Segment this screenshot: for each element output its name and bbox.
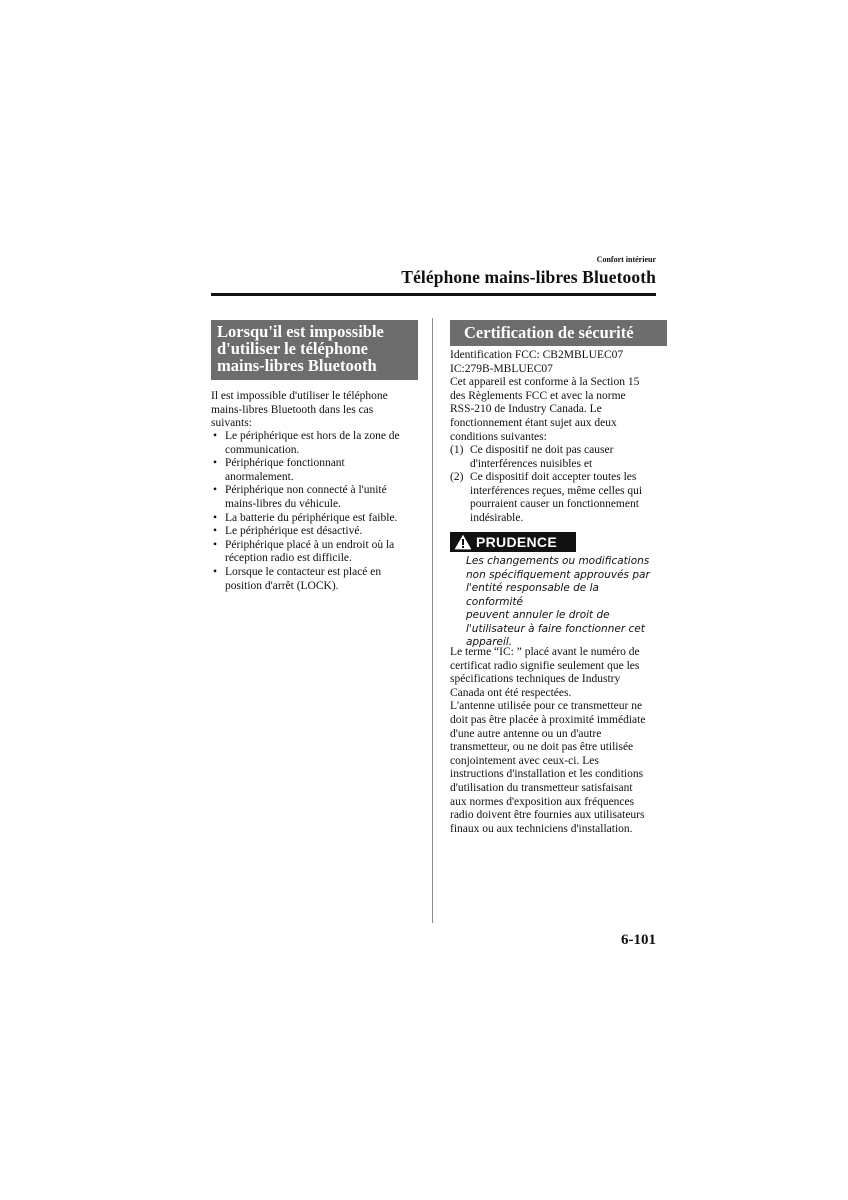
page-title: Téléphone mains-libres Bluetooth	[401, 267, 656, 287]
conditions-list	[450, 444, 665, 526]
text-line: réception radio est difficile.	[225, 552, 352, 565]
text-line: transmetteur, ou ne doit pas être utilisée	[450, 741, 634, 754]
text-line: position d'arrêt (LOCK).	[225, 579, 339, 592]
text-line: Ce dispositif ne doit pas causer	[470, 444, 614, 456]
header-rule	[211, 293, 656, 296]
text-line: l'entité responsable de la conformité	[466, 582, 599, 608]
caution-badge	[450, 532, 576, 552]
ic-paragraph	[450, 646, 665, 836]
text-line: Il est impossible d'utiliser le téléphone	[211, 390, 388, 402]
text-line: La batterie du périphérique est faible.	[225, 511, 398, 524]
list-item	[450, 444, 665, 471]
unavailable-conditions-list	[211, 430, 423, 593]
text-line: spécifications techniques de Industry	[450, 673, 621, 686]
text-line: RSS-210 de Industry Canada. Le	[450, 403, 602, 416]
list-item	[211, 512, 423, 526]
condition-number: (2)	[450, 471, 464, 484]
right-section-heading: Certification de sécurité	[450, 320, 667, 346]
list-item	[211, 457, 423, 484]
text-line: d'utilisation du transmetteur satisfaisant	[450, 781, 633, 794]
text-line: Identification FCC: CB2MBLUEC07	[450, 349, 624, 361]
text-line: interférences reçues, même celles qui	[470, 484, 643, 497]
list-item	[211, 566, 423, 593]
text-line: suivants:	[211, 417, 252, 430]
list-item	[211, 484, 423, 511]
text-line: d'interférences nuisibles et	[470, 457, 593, 470]
list-item	[450, 471, 665, 525]
text-line: communication.	[225, 443, 300, 456]
text-line: IC:279B-MBLUEC07	[450, 362, 553, 375]
text-line: l'utilisateur à faire fonctionner cet	[466, 622, 645, 635]
heading-line: mains-libres Bluetooth	[217, 356, 377, 375]
text-line: Périphérique non connecté à l'unité	[225, 484, 387, 497]
bullet-icon: •	[213, 511, 218, 524]
column-divider	[432, 318, 433, 923]
certification-paragraph	[450, 349, 665, 444]
text-line: peuvent annuler le droit de	[466, 609, 610, 621]
condition-number: (1)	[450, 444, 464, 456]
text-line: Lorsque le contacteur est placé en	[225, 565, 382, 578]
heading-line: Lorsqu'il est impossible	[217, 322, 384, 341]
text-line: Le périphérique est désactivé.	[225, 525, 363, 538]
text-line: Les changements ou modifications	[466, 555, 650, 567]
text-line: L'antenne utilisée pour ce transmetteur ne	[450, 700, 643, 713]
list-item	[211, 539, 423, 566]
text-line: conjointement avec ceux-ci. Les	[450, 754, 599, 767]
text-line: Cet appareil est conforme à la Section 15	[450, 376, 640, 389]
warning-triangle-icon	[454, 534, 472, 550]
bullet-icon: •	[213, 525, 218, 538]
caution-text	[466, 555, 656, 650]
text-line: aux normes d'exposition aux fréquences	[450, 795, 635, 808]
section-label: Confort intérieur	[596, 255, 656, 264]
text-line: finaux ou aux techniciens d'installation.	[450, 822, 633, 835]
list-item	[211, 430, 423, 457]
text-line: non spécifiquement approuvés par	[466, 568, 650, 581]
text-line: mains-libres du véhicule.	[225, 497, 341, 510]
text-line: Le terme “IC: ” placé avant le numéro de	[450, 646, 640, 658]
text-line: radio doivent être fournies aux utilisateurs	[450, 809, 645, 822]
text-line: doit pas être placée à proximité immédiate	[450, 713, 646, 726]
caution-label: PRUDENCE	[476, 534, 557, 550]
text-line: fonctionnement étant sujet aux deux	[450, 416, 617, 429]
text-line: Périphérique placé à un endroit où la	[225, 538, 395, 551]
text-line: indésirable.	[470, 511, 524, 524]
list-item	[211, 525, 423, 539]
bullet-icon: •	[213, 484, 218, 497]
left-intro-paragraph	[211, 390, 421, 431]
text-line: Canada ont été respectées.	[450, 686, 572, 699]
bullet-icon: •	[213, 565, 218, 578]
page-number: 6-101	[621, 932, 656, 948]
text-line: mains-libres Bluetooth dans les cas	[211, 403, 374, 416]
heading-line: d'utiliser le téléphone	[217, 339, 368, 358]
text-line: d'une autre antenne ou un d'autre	[450, 727, 602, 740]
text-line: certificat radio signifie seulement que les	[450, 659, 640, 672]
text-line: pourraient causer un fonctionnement	[470, 498, 639, 511]
text-line: instructions d'installation et les conditions	[450, 768, 644, 781]
text-line: anormalement.	[225, 470, 294, 483]
left-section-heading	[211, 320, 418, 380]
text-line: des Règlements FCC et avec la norme	[450, 389, 626, 402]
text-line: appareil.	[466, 636, 513, 648]
bullet-icon: •	[213, 457, 218, 470]
bullet-icon: •	[213, 430, 218, 442]
text-line: Ce dispositif doit accepter toutes les	[470, 471, 637, 484]
bullet-icon: •	[213, 538, 218, 551]
text-line: Le périphérique est hors de la zone de	[225, 430, 400, 442]
text-line: conditions suivantes:	[450, 430, 547, 443]
text-line: Périphérique fonctionnant	[225, 457, 345, 470]
